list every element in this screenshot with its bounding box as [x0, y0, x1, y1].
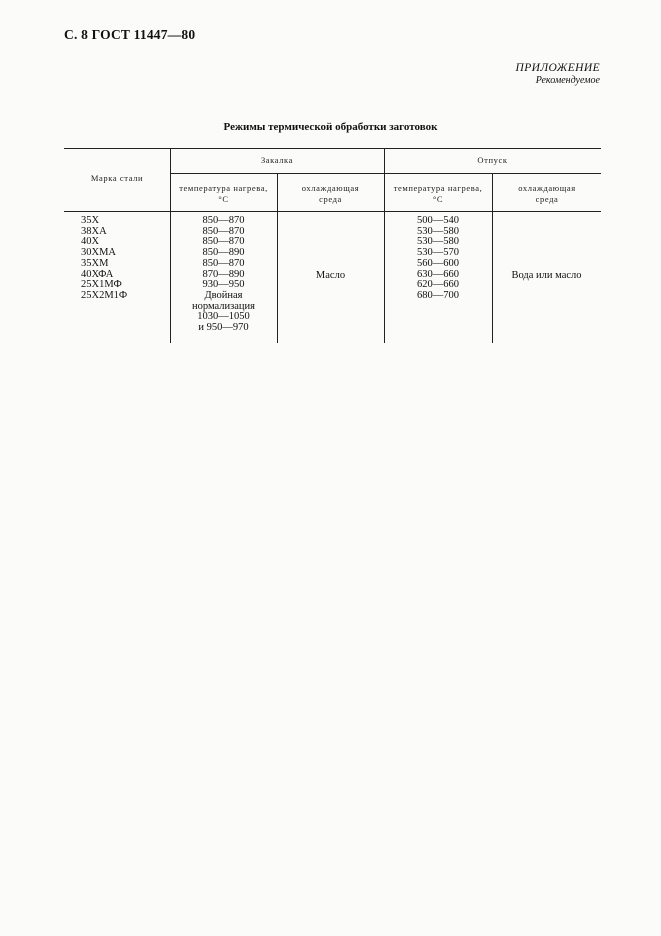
quench-temperature-item: нормализация: [191, 300, 256, 312]
steel-grade-column: [81, 216, 127, 302]
temper-temperature-item: 680—700: [417, 289, 459, 301]
quench-temperature-item: 870—890: [202, 268, 245, 280]
col-divider-quench-medium: [277, 173, 278, 343]
temper-temperature-column: [384, 216, 492, 302]
header-quench-temperature: температура нагрева, °С: [179, 183, 268, 204]
group-header-rule: [170, 173, 601, 174]
quench-temperature-item: 850—890: [202, 247, 245, 259]
steel-grade-item: 40ХФА: [81, 268, 114, 280]
steel-grade-item: 38ХА: [81, 225, 107, 237]
quench-temperature-item: 1030—1050: [197, 311, 250, 323]
temper-temperature-item: 530—580: [417, 225, 459, 237]
quench-temperature-column: [170, 216, 277, 334]
header-steel-grade: Марка стали: [90, 173, 144, 183]
temper-temperature-item: 620—660: [417, 279, 459, 291]
quench-temperature-item: 930—950: [202, 279, 245, 291]
quench-medium-cell: Масло: [315, 270, 346, 281]
steel-grade-item: 30ХМА: [81, 247, 117, 259]
steel-grade-item: 25Х1МФ: [81, 279, 122, 291]
quench-temperature-item: Двойная: [204, 289, 243, 301]
header-temper-temperature: температура нагрева, °С: [393, 183, 483, 204]
table-top-rule: [64, 148, 601, 149]
steel-grade-item: 35ХМ: [81, 257, 109, 269]
temper-temperature-item: 530—580: [417, 236, 459, 248]
col-divider-temper-medium: [492, 173, 493, 343]
steel-grade-item: 35Х: [81, 215, 100, 226]
temper-temperature-item: 560—600: [417, 257, 459, 269]
quench-temperature-item: 850—870: [202, 215, 245, 226]
appendix-status: Рекомендуемое: [535, 75, 600, 86]
quench-temperature-item: 850—870: [202, 236, 245, 248]
page-header: С. 8 ГОСТ 11447—80: [64, 27, 196, 42]
header-temper-medium: охлаждающая среда: [518, 183, 576, 204]
temper-medium-cell: Вода или масло: [511, 270, 582, 281]
header-quench-medium: охлаждающая среда: [301, 183, 360, 204]
temper-temperature-item: 630—660: [417, 268, 459, 280]
header-temper-group: Отпуск: [477, 155, 508, 165]
quench-temperature-item: и 950—970: [198, 322, 249, 334]
temper-temperature-item: 500—540: [417, 215, 459, 226]
steel-grade-item: 40Х: [81, 236, 100, 248]
table-title: Режимы термической обработки заготовок: [223, 121, 438, 133]
appendix-label: ПРИЛОЖЕНИЕ: [515, 62, 600, 74]
header-quench-group: Закалка: [260, 155, 294, 165]
quench-temperature-item: 850—870: [202, 225, 245, 237]
header-bottom-rule: [64, 211, 601, 212]
quench-temperature-item: 850—870: [202, 257, 245, 269]
steel-grade-item: 25Х2М1Ф: [81, 289, 128, 301]
temper-temperature-item: 530—570: [417, 247, 459, 259]
